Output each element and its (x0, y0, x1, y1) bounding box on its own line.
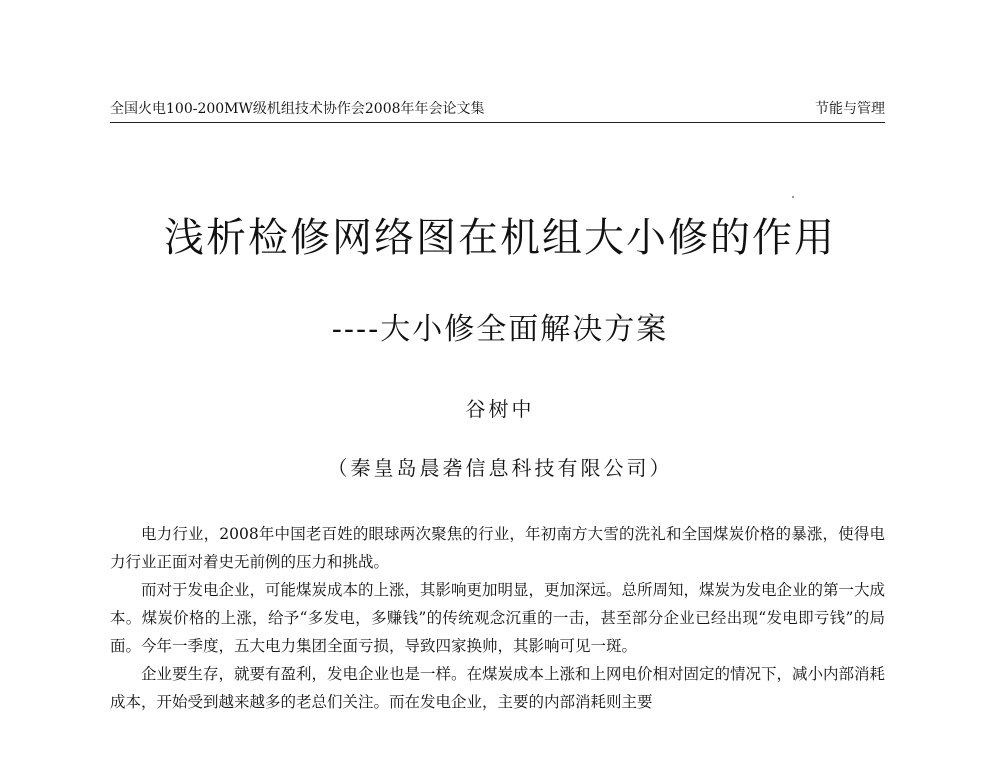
author-affiliation: （秦皇岛晨砻信息科技有限公司） (327, 456, 673, 480)
header-proceedings-title: 全国火电100-200MW级机组技术协作会2008年年会论文集 (110, 101, 485, 117)
running-header (110, 100, 885, 123)
scan-speck (792, 196, 794, 198)
paper-title: 浅析检修网络图在机组大小修的作用 (164, 215, 836, 261)
header-section-name: 节能与管理 (815, 101, 885, 117)
body-text (110, 520, 885, 716)
paragraph-2: 而对于发电企业，可能煤炭成本的上涨，其影响更加明显，更加深远。总所周知，煤炭为发电企业的第一大成本。煤炭价格的上涨，给予“多发电，多赚钱”的传统观念沉重的一击，甚至部分企业已经出现“发电即亏钱”的局面。今年一季度，五大电力集团全面亏损，导致四家换帅，其影响可见一斑。 (110, 581, 886, 655)
paragraph-3: 企业要生存，就要有盈利，发电企业也是一样。在煤炭成本上涨和上网电价相对固定的情况下，减小内部消耗成本，开始受到越来越多的老总们关注。而在发电企业，主要的内部消耗则主要 (110, 665, 886, 711)
author-name: 谷树中 (465, 397, 535, 421)
paragraph-1: 电力行业，2008年中国老百姓的眼球两次聚焦的行业，年初南方大雪的洗礼和全国煤炭价格的暴涨，使得电力行业正面对着史无前例的压力和挑战。 (110, 525, 885, 571)
paper-subtitle: ----大小修全面解决方案 (331, 312, 669, 347)
